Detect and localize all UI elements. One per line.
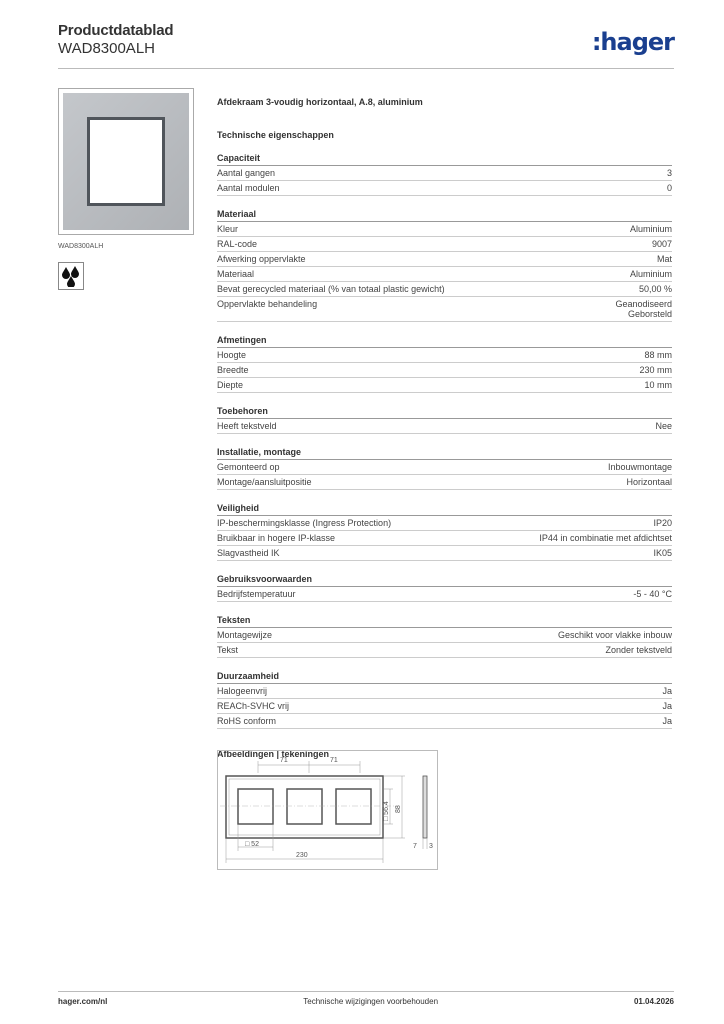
dim-depth-2: 3 [429, 843, 433, 850]
spec-label: REACh-SVHC vrij [217, 701, 290, 711]
spec-label: Montagewijze [217, 630, 273, 640]
spec-label: Aantal modulen [217, 183, 280, 193]
spec-row [217, 348, 672, 363]
dim-pitch-1: 71 [280, 757, 288, 764]
spec-row [217, 628, 672, 643]
spec-value: 50,00 % [638, 284, 672, 294]
spec-label: Kleur [217, 224, 239, 234]
spec-value: Inbouwmontage [607, 462, 672, 472]
footer [58, 997, 674, 1006]
header-divider [58, 68, 674, 69]
spec-label: Bruikbaar in hogere IP-klasse [217, 533, 336, 543]
spec-value: Ja [662, 716, 672, 726]
section-heading: Veiligheid [217, 503, 672, 516]
spec-row [217, 546, 672, 561]
dim-opening: □ 52 [245, 841, 259, 848]
spec-label: Gemonteerd op [217, 462, 280, 472]
section-heading: Duurzaamheid [217, 671, 672, 684]
spec-label: Afwerking oppervlakte [217, 254, 306, 264]
spec-value: 9007 [651, 239, 672, 249]
spec-row [217, 267, 672, 282]
spec-value: 0 [666, 183, 672, 193]
spec-section [217, 153, 672, 196]
hager-logo: :hager [591, 28, 674, 56]
spec-section [217, 406, 672, 434]
spec-row [217, 419, 672, 434]
product-code: WAD8300ALH [58, 40, 155, 57]
spec-section [217, 503, 672, 561]
spec-label: RAL-code [217, 239, 258, 249]
spec-label: Aantal gangen [217, 168, 276, 178]
spec-row [217, 475, 672, 490]
spec-value: Ja [662, 686, 672, 696]
spec-label: Bedrijfstemperatuur [217, 589, 296, 599]
spec-value: IP44 in combinatie met afdichtset [539, 533, 672, 543]
section-heading: Installatie, montage [217, 447, 672, 460]
spec-label: Halogeenvrij [217, 686, 268, 696]
spec-row [217, 531, 672, 546]
spec-row [217, 699, 672, 714]
spec-label: IP-beschermingsklasse (Ingress Protection) [217, 518, 392, 528]
dim-pitch-2: 71 [330, 757, 338, 764]
spec-row [217, 684, 672, 699]
section-heading: Teksten [217, 615, 672, 628]
tech-heading: Technische eigenschappen [217, 130, 334, 140]
technical-drawing [217, 750, 438, 870]
spec-section [217, 615, 672, 658]
spec-label: Montage/aansluitpositie [217, 477, 312, 487]
spec-row [217, 378, 672, 393]
frame-image [63, 93, 189, 230]
spec-row [217, 282, 672, 297]
spec-label: Breedte [217, 365, 249, 375]
spec-row [217, 297, 672, 322]
spec-row [217, 237, 672, 252]
section-heading: Toebehoren [217, 406, 672, 419]
footer-divider [58, 991, 674, 992]
dim-width: 230 [296, 852, 308, 859]
spec-sections [217, 153, 672, 729]
spec-label: Tekst [217, 645, 239, 655]
spec-row [217, 363, 672, 378]
spec-row [217, 587, 672, 602]
spec-label: Bevat gerecycled materiaal (% van totaal plastic gewicht) [217, 284, 445, 294]
spec-value: Nee [655, 421, 672, 431]
section-heading: Afmetingen [217, 335, 672, 348]
spec-label: Heeft tekstveld [217, 421, 277, 431]
spec-label: Oppervlakte behandeling [217, 299, 318, 309]
spec-row [217, 714, 672, 729]
spec-value: 88 mm [644, 350, 672, 360]
spec-section [217, 209, 672, 322]
spec-value: Horizontaal [626, 477, 672, 487]
drawings-heading: Afbeeldingen | tekeningen [217, 749, 330, 759]
spec-value: Zonder tekstveld [605, 645, 672, 655]
spec-value: Aluminium [629, 269, 672, 279]
footer-date: 01.04.2026 [633, 997, 674, 1006]
spec-section [217, 335, 672, 393]
spec-label: Hoogte [217, 350, 247, 360]
spec-label: Slagvastheid IK [217, 548, 280, 558]
water-drops-icon [58, 262, 84, 290]
dim-height: 88 [395, 805, 402, 813]
spec-value: Aluminium [629, 224, 672, 234]
spec-value: 10 mm [644, 380, 672, 390]
spec-section [217, 671, 672, 729]
spec-value: Geschikt voor vlakke inbouw [557, 630, 672, 640]
spec-value: -5 - 40 °C [633, 589, 672, 599]
product-thumbnail [58, 88, 194, 235]
spec-value: Mat [656, 254, 672, 264]
spec-row [217, 643, 672, 658]
spec-section [217, 447, 672, 490]
spec-row [217, 166, 672, 181]
spec-row [217, 181, 672, 196]
spec-row [217, 252, 672, 267]
spec-value: 3 [666, 168, 672, 178]
spec-section [217, 574, 672, 602]
spec-label: Diepte [217, 380, 244, 390]
spec-value: IP20 [653, 518, 672, 528]
product-title: Afdekraam 3-voudig horizontaal, A.8, aluminium [217, 97, 423, 107]
spec-value: Geanodiseerd Geborsteld [615, 299, 672, 319]
spec-row [217, 460, 672, 475]
spec-value: IK05 [653, 548, 672, 558]
footer-disclaimer: Technische wijzigingen voorbehouden [303, 997, 439, 1006]
section-heading: Materiaal [217, 209, 672, 222]
spec-content [217, 97, 672, 761]
spec-label: RoHS conform [217, 716, 277, 726]
spec-value: 230 mm [639, 365, 672, 375]
document-title: Productdatablad [58, 22, 174, 39]
footer-website[interactable]: hager.com/nl [58, 997, 108, 1006]
section-heading: Capaciteit [217, 153, 672, 166]
document-header [58, 22, 173, 57]
section-heading: Gebruiksvoorwaarden [217, 574, 672, 587]
thumbnail-caption: WAD8300ALH [58, 243, 104, 250]
spec-row [217, 516, 672, 531]
spec-label: Materiaal [217, 269, 255, 279]
spec-row [217, 222, 672, 237]
dim-inner: □ 56.4 [383, 801, 390, 821]
dim-depth-1: 7 [413, 843, 417, 850]
spec-value: Ja [662, 701, 672, 711]
